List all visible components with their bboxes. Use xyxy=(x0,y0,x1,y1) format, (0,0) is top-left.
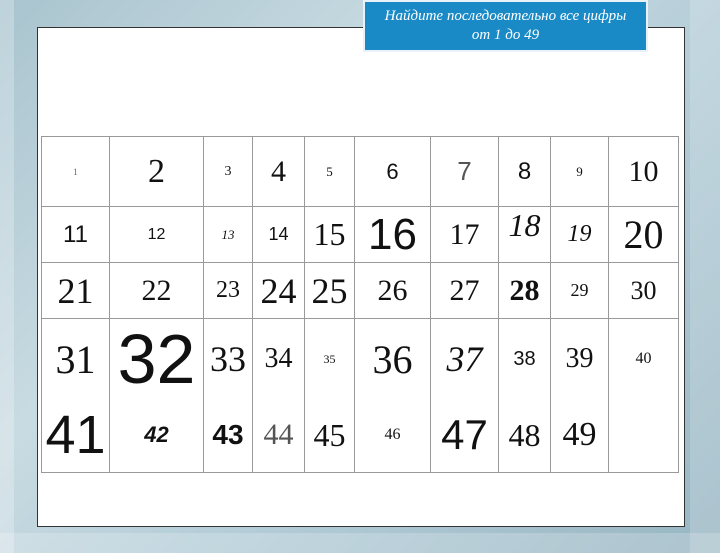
grid-cell: 42 xyxy=(110,399,204,472)
grid-cell: 30 xyxy=(609,263,679,319)
grid-cell: 14 xyxy=(253,207,305,263)
grid-cell: 44 xyxy=(253,399,305,472)
grid-cell: 4 xyxy=(253,137,305,207)
grid-cell: 2 xyxy=(110,137,204,207)
grid-cell: 33 xyxy=(204,319,253,400)
background-stripe xyxy=(0,533,720,553)
grid-cell: 37 xyxy=(431,319,499,400)
grid-cell: 5 xyxy=(305,137,355,207)
grid-cell: 17 xyxy=(431,207,499,263)
grid-cell xyxy=(609,399,679,472)
grid-cell: 36 xyxy=(355,319,431,400)
grid-cell: 9 xyxy=(551,137,609,207)
grid-cell: 23 xyxy=(204,263,253,319)
grid-cell: 12 xyxy=(110,207,204,263)
grid-cell: 19 xyxy=(551,207,609,263)
grid-cell: 43 xyxy=(204,399,253,472)
grid-cell: 29 xyxy=(551,263,609,319)
grid-cell: 28 xyxy=(499,263,551,319)
grid-cell: 8 xyxy=(499,137,551,207)
background-stripe xyxy=(0,0,14,553)
grid-cell: 32 xyxy=(110,319,204,400)
grid-cell: 20 xyxy=(609,207,679,263)
grid-cell: 10 xyxy=(609,137,679,207)
grid-cell: 18 xyxy=(499,207,551,263)
grid-cell: 35 xyxy=(305,319,355,400)
grid-cell: 45 xyxy=(305,399,355,472)
grid-cell: 49 xyxy=(551,399,609,472)
background-stripe xyxy=(690,0,720,553)
grid-cell: 25 xyxy=(305,263,355,319)
grid-cell: 39 xyxy=(551,319,609,400)
grid-cell: 13 xyxy=(204,207,253,263)
grid-cell: 34 xyxy=(253,319,305,400)
grid-cell: 27 xyxy=(431,263,499,319)
grid-cell: 40 xyxy=(609,319,679,400)
number-grid xyxy=(41,136,679,473)
grid-cell: 6 xyxy=(355,137,431,207)
grid-cell: 41 xyxy=(42,399,110,472)
grid-cell: 1 xyxy=(42,137,110,207)
grid-cell: 48 xyxy=(499,399,551,472)
grid-cell: 15 xyxy=(305,207,355,263)
grid-cell: 22 xyxy=(110,263,204,319)
grid-cell: 11 xyxy=(42,207,110,263)
grid-cell: 24 xyxy=(253,263,305,319)
grid-cell: 21 xyxy=(42,263,110,319)
grid-cell: 7 xyxy=(431,137,499,207)
grid-cell: 16 xyxy=(355,207,431,263)
grid-cell: 47 xyxy=(431,399,499,472)
grid-cell: 46 xyxy=(355,399,431,472)
grid-cell: 3 xyxy=(204,137,253,207)
grid-cell: 38 xyxy=(499,319,551,400)
slide-title: Найдите последовательно все цифры от 1 до 49 xyxy=(363,0,648,52)
grid-cell: 31 xyxy=(42,319,110,400)
grid-cell: 26 xyxy=(355,263,431,319)
